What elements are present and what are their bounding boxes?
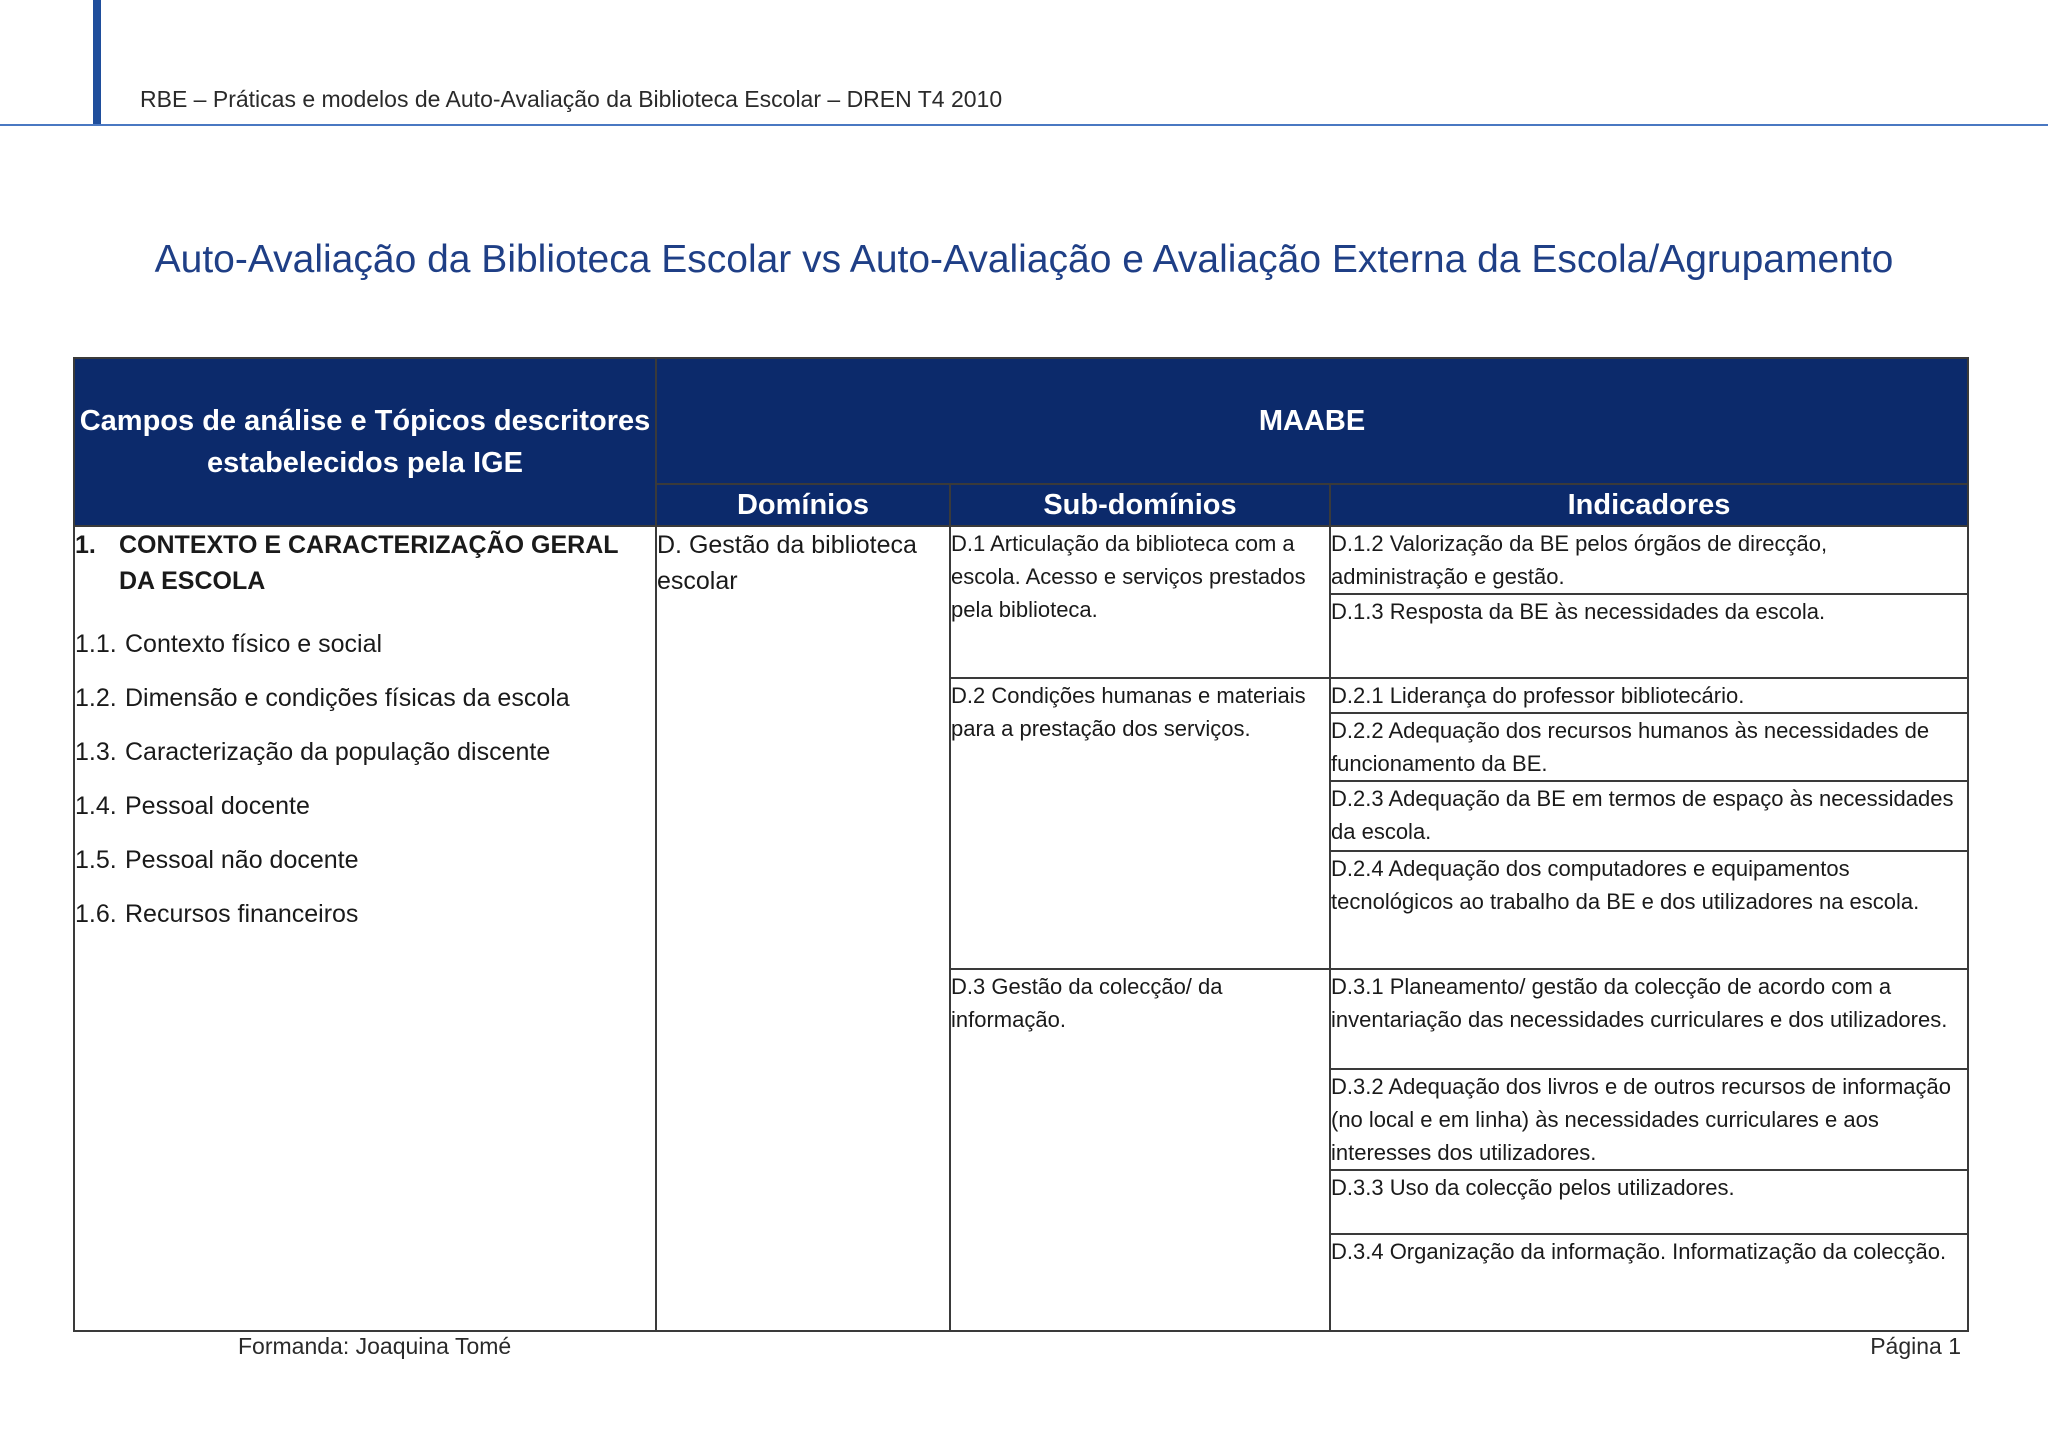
header-dominios: Domínios bbox=[656, 484, 950, 526]
dominio-cell: D. Gestão da biblioteca escolar bbox=[656, 526, 950, 1331]
running-header: RBE – Práticas e modelos de Auto-Avaliação da Biblioteca Escolar – DREN T4 2010 bbox=[140, 86, 1003, 112]
header-indicadores: Indicadores bbox=[1330, 484, 1968, 526]
header-campos: Campos de análise e Tópicos descritores estabelecidos pela IGE bbox=[74, 358, 656, 526]
comparison-table bbox=[73, 357, 1969, 1332]
topic-item: 1.4. Pessoal docente bbox=[75, 792, 310, 820]
indicador-d24: D.2.4 Adequação dos computadores e equipamentos tecnológicos ao trabalho da BE e dos utilizadores na escola. bbox=[1330, 851, 1968, 969]
subdominio-d3: D.3 Gestão da colecção/ da informação. bbox=[950, 969, 1330, 1331]
topic-item: 1.1. Contexto físico e social bbox=[75, 630, 383, 658]
campos-cell bbox=[74, 526, 656, 1331]
indicador-d22: D.2.2 Adequação dos recursos humanos às necessidades de funcionamento da BE. bbox=[1330, 713, 1968, 781]
indicador-d33: D.3.3 Uso da colecção pelos utilizadores. bbox=[1330, 1170, 1968, 1234]
header-maabe: MAABE bbox=[656, 358, 1968, 484]
indicador-d23: D.2.3 Adequação da BE em termos de espaço às necessidades da escola. bbox=[1330, 781, 1968, 851]
indicador-d13: D.1.3 Resposta da BE às necessidades da escola. bbox=[1330, 594, 1968, 678]
footer-author: Formanda: Joaquina Tomé bbox=[238, 1333, 512, 1359]
topic-item: 1.6. Recursos financeiros bbox=[75, 900, 359, 928]
subdominio-d2: D.2 Condições humanas e materiais para a prestação dos serviços. bbox=[950, 678, 1330, 969]
indicador-d32: D.3.2 Adequação dos livros e de outros recursos de informação (no local e em linha) às necessidades curriculares e aos interesses dos utilizadores. bbox=[1330, 1069, 1968, 1170]
indicador-d34: D.3.4 Organização da informação. Informatização da colecção. bbox=[1330, 1234, 1968, 1331]
indicador-d21: D.2.1 Liderança do professor bibliotecário. bbox=[1330, 678, 1968, 713]
header-subdominios: Sub-domínios bbox=[950, 484, 1330, 526]
topic-item: 1.2. Dimensão e condições físicas da escola bbox=[75, 684, 570, 712]
footer-page-number: Página 1 bbox=[1870, 1333, 1961, 1359]
header-accent-bar bbox=[93, 0, 101, 125]
context-heading: 1. CONTEXTO E CARACTERIZAÇÃO GERAL DA ESCOLA bbox=[75, 531, 619, 595]
header-divider bbox=[0, 124, 2048, 126]
indicador-d12: D.1.2 Valorização da BE pelos órgãos de direcção, administração e gestão. bbox=[1330, 526, 1968, 594]
topic-item: 1.5. Pessoal não docente bbox=[75, 846, 359, 874]
indicador-d31: D.3.1 Planeamento/ gestão da colecção de acordo com a inventariação das necessidades curriculares e dos utilizadores. bbox=[1330, 969, 1968, 1069]
subdominio-d1: D.1 Articulação da biblioteca com a escola. Acesso e serviços prestados pela biblioteca. bbox=[950, 526, 1330, 678]
topic-item: 1.3. Caracterização da população discente bbox=[75, 738, 551, 766]
page-title: Auto-Avaliação da Biblioteca Escolar vs Auto-Avaliação e Avaliação Externa da Escola/Agrupamento bbox=[154, 238, 1894, 281]
